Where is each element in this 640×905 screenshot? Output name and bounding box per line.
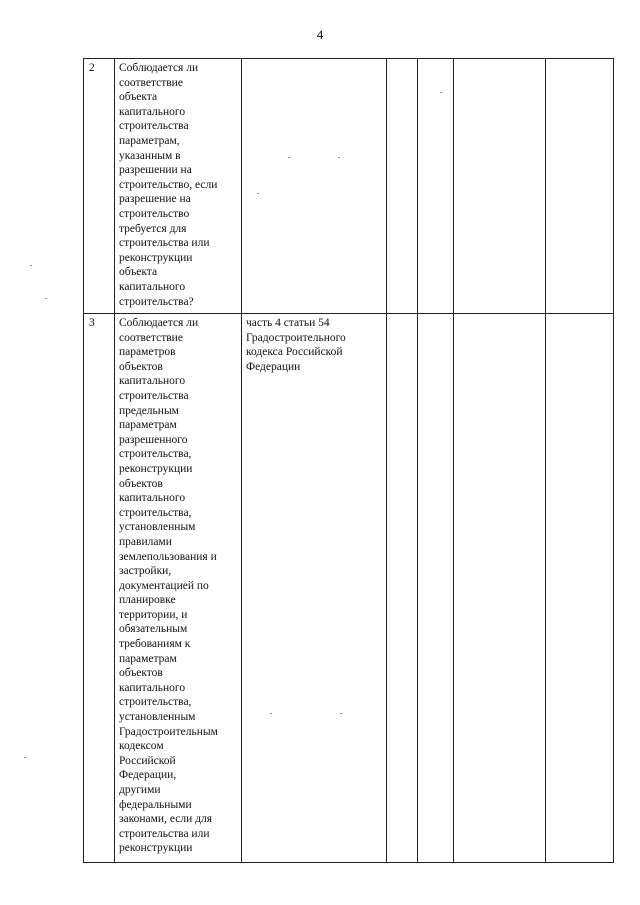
question-line: капитального [119,375,186,388]
empty-cell [387,314,418,863]
question-line: Градостроительным [119,725,218,738]
question-line: указанным в [119,149,181,162]
scan-speck [24,757,26,758]
scan-speck [30,265,32,266]
question-line: правилами [119,535,172,548]
question-line: объекта [119,91,158,104]
question-line: строительства или [119,827,210,840]
page-number: 4 [316,27,324,42]
question-line: параметрам, [119,134,180,147]
question-line: реконструкции [119,842,193,855]
question-line: застройки, [119,565,172,578]
question-line: Федерации, [119,769,177,782]
question-line: требуется для [119,222,187,235]
reference-cell [242,314,387,863]
reference-line: кодекса Российской [246,346,343,359]
question-text [119,316,230,856]
reference-line: часть 4 статьи 54 [246,317,330,329]
question-line: Соблюдается ли [119,317,199,329]
question-line: параметров [119,346,176,359]
empty-cell [454,314,546,863]
checklist-table [83,58,614,863]
question-line: строительство, если [119,178,218,191]
question-line: параметрам [119,419,177,432]
table-row [84,314,614,863]
question-line: предельным [119,404,179,417]
question-line: капитального [119,681,186,694]
question-line: строительство [119,207,190,220]
question-line: законами, если для [119,813,212,826]
question-line: капитального [119,280,186,293]
question-line: требованиям к [119,638,191,651]
scan-speck [288,157,290,158]
question-line: строительства [119,389,189,402]
question-line: Соблюдается ли [119,62,199,74]
question-line: параметрам [119,652,177,665]
question-line: установленным [119,711,196,724]
question-line: реконструкции [119,462,193,475]
reference-line: Федерации [246,360,301,373]
empty-cell [418,59,454,314]
question-line: строительства, [119,506,192,519]
question-line: федеральными [119,798,192,811]
scan-speck [270,713,272,714]
question-line: территории, и [119,608,188,621]
question-line: строительства, [119,448,192,461]
question-line: разрешенного [119,433,188,446]
empty-cell [546,314,614,863]
question-line: обязательным [119,623,188,636]
question-line: объектов [119,477,163,490]
table-row [84,59,614,314]
question-cell [115,314,242,863]
question-line: другими [119,784,161,796]
question-cell [115,59,242,314]
question-line: объектов [119,360,163,373]
empty-cell [546,59,614,314]
question-line: документацией по [119,579,209,592]
scan-speck [440,92,442,93]
row-number: 3 [84,314,115,863]
question-text [119,61,230,309]
question-line: объектов [119,667,163,680]
scan-speck [45,298,47,299]
empty-cell [418,314,454,863]
question-line: строительства, [119,696,192,709]
question-line: капитального [119,492,186,505]
question-line: капитального [119,105,186,118]
scan-speck [257,193,259,194]
question-line: Российской [119,754,176,767]
question-line: строительства [119,120,189,133]
question-line: соответствие [119,331,183,344]
question-line: строительства или [119,237,210,250]
scan-speck [338,157,340,158]
question-line: планировке [119,594,176,607]
question-line: разрешении на [119,164,192,177]
reference-cell [242,59,387,314]
legal-reference-text [246,316,382,374]
question-line: соответствие [119,76,183,89]
question-line: разрешение на [119,193,191,206]
scan-speck [340,713,342,714]
question-line: кодексом [119,740,164,753]
question-line: строительства? [119,295,194,308]
empty-cell [454,59,546,314]
row-number: 2 [84,59,115,314]
empty-cell [387,59,418,314]
question-line: установленным [119,521,196,534]
question-line: землепользования и [119,550,217,563]
reference-line: Градостроительного [246,331,346,344]
question-line: объекта [119,266,158,279]
question-line: реконструкции [119,251,193,264]
